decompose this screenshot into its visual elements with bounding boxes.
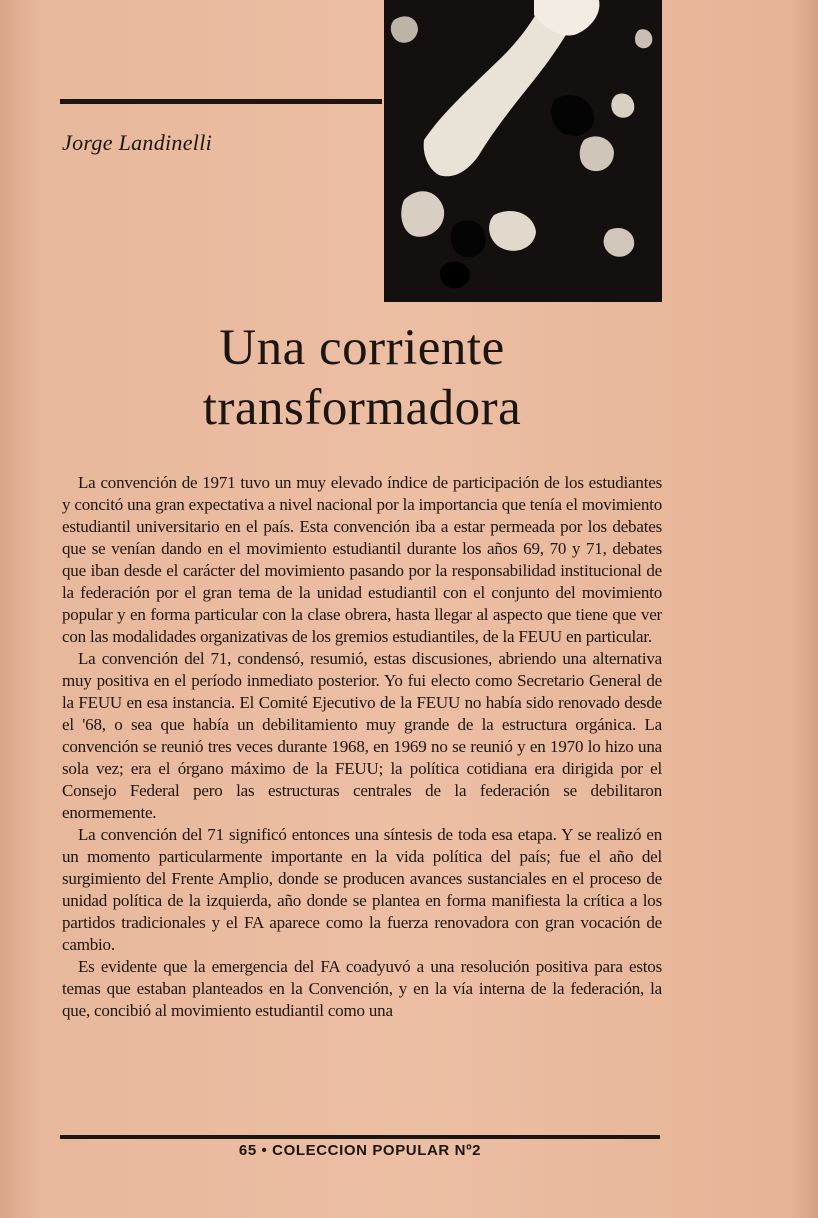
top-rule (60, 99, 382, 104)
title-line-1: Una corriente (219, 320, 505, 376)
article-title (60, 318, 664, 438)
paragraph-3: La convención del 71 significó entonces una síntesis de toda esa etapa. Y se realizó en un momento particularmente importante en la vida política del país; fue el año del surgimiento del Frente Amplio, donde se producen avances sustanciales en el proceso de unidad política de la izquierda, año donde se plantea en forma manifiesta la crítica a los partidos tradicionales y el FA aparece como la fuerza renovadora con gran vocación de cambio. (62, 825, 662, 954)
bottom-rule (60, 1135, 660, 1139)
paragraph-2: La convención del 71, condensó, resumió, estas discusiones, abriendo una alternativa muy positiva en el período inmediato posterior. Yo fui electo como Secretario General de la FEUU en esa instancia. El Comité Ejecutivo de la FEUU no había sido renovado desde el '68, o sea que había un debilitamiento muy grande de la estructura orgánica. La convención se reunió tres veces durante 1968, en 1969 no se reunió y en 1970 lo hizo una sola vez; era el órgano máximo de la FEUU; la política cotidiana era dirigida por el Consejo Federal pero las estructuras centrales de la federación se debilitaron enormemente. (62, 649, 662, 822)
header-photo (384, 0, 662, 302)
paragraph-1: La convención de 1971 tuvo un muy elevado índice de participación de los estudiantes y concitó una gran expectativa a nivel nacional por la importancia que tenía el movimiento estudiantil universitario en el país. Esta convención iba a estar permeada por los debates que se venían dando en el movimiento estudiantil durante los años 69, 70 y 71, debates que iban desde el carácter del movimiento pasando por la responsabilidad institucional de la federación por el gran tema de la unidad estudiantil con el conjunto del movimiento popular y en forma particular con la clase obrera, hasta llegar al aspecto que tiene que ver con las modalidades organizativas de los gremios estudiantiles, de la FEUU en particular. (62, 473, 662, 646)
title-line-2: transformadora (202, 380, 522, 436)
paragraph-4: Es evidente que la emergencia del FA coadyuvó a una resolución positiva para estos temas que estaban planteados en la Convención, y en la vía interna de la federación, la que, concibió al movimiento estudiantil como una (62, 957, 662, 1020)
article-body (62, 472, 662, 1022)
author-name: Jorge Landinelli (62, 130, 213, 155)
page-footer: 65 • COLECCION POPULAR Nº2 (238, 1142, 482, 1159)
